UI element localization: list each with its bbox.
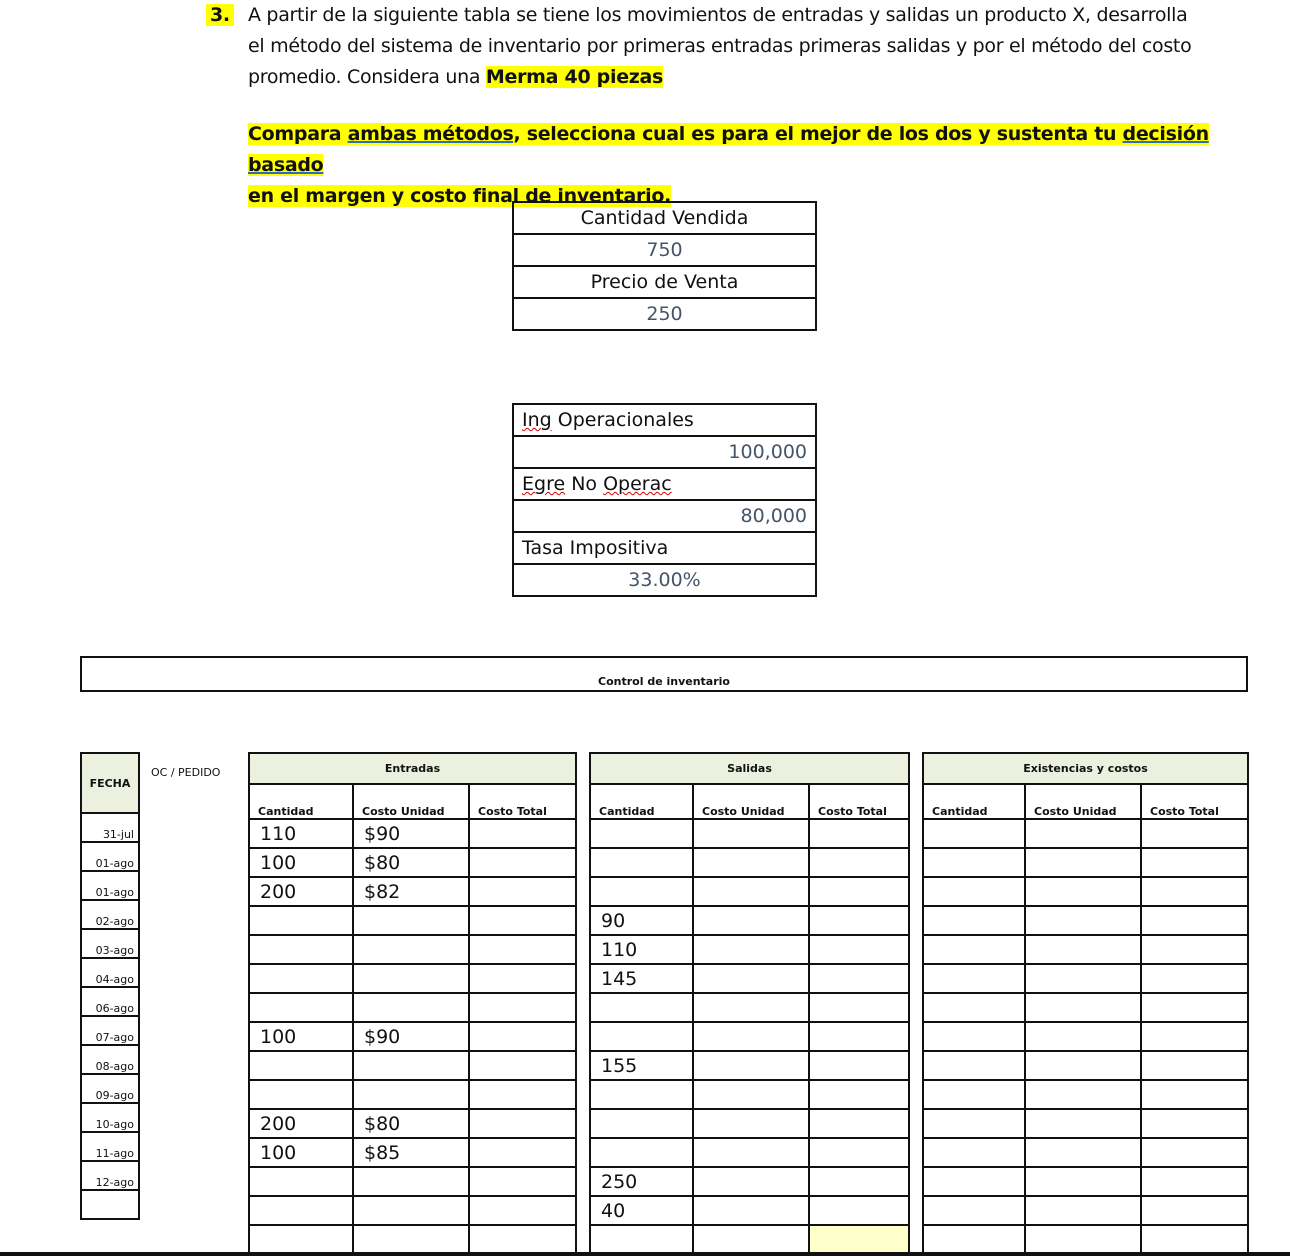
salidas-cell[interactable] <box>809 877 909 906</box>
qty-value: 750 <box>513 234 816 266</box>
table-row <box>923 1138 1248 1167</box>
entradas-cell[interactable] <box>353 1080 469 1109</box>
table-row <box>923 1080 1248 1109</box>
table-row <box>590 1225 909 1254</box>
entradas-cell[interactable] <box>249 1080 353 1109</box>
table-row <box>249 993 576 1022</box>
table-row <box>249 964 576 993</box>
instructions <box>248 119 1248 212</box>
tax-label: Tasa Impositiva <box>513 532 816 564</box>
price-label: Precio de Venta <box>513 266 816 298</box>
table-row <box>249 1167 576 1196</box>
salidas-col-header: Costo Total <box>809 784 909 819</box>
salidas-cell[interactable] <box>809 935 909 964</box>
entradas-table <box>248 752 577 1255</box>
table-row <box>590 1022 909 1051</box>
salidas-cell[interactable] <box>809 964 909 993</box>
salidas-cell[interactable] <box>809 906 909 935</box>
existencias-cell[interactable] <box>1025 1022 1141 1051</box>
salidas-table <box>589 752 910 1255</box>
existencias-cell[interactable] <box>1141 935 1248 964</box>
salidas-cell[interactable]: 155 <box>590 1051 693 1080</box>
entradas-cell[interactable]: $82 <box>353 877 469 906</box>
entradas-col-header: Costo Unidad <box>353 784 469 819</box>
table-row <box>590 935 909 964</box>
entradas-cell[interactable] <box>353 964 469 993</box>
salidas-cell[interactable] <box>590 819 693 848</box>
table-row <box>590 1109 909 1138</box>
fecha-cell: 09-ago <box>81 1074 139 1103</box>
fecha-column <box>80 752 140 1220</box>
existencias-cell[interactable] <box>1141 1109 1248 1138</box>
table-row <box>590 993 909 1022</box>
entradas-cell[interactable] <box>469 1051 576 1080</box>
salidas-cell[interactable] <box>693 1138 809 1167</box>
existencias-cell[interactable] <box>1025 848 1141 877</box>
existencias-col-header: Costo Unidad <box>1025 784 1141 819</box>
entradas-cell[interactable] <box>353 1167 469 1196</box>
existencias-cell[interactable] <box>1141 819 1248 848</box>
entradas-cell[interactable] <box>353 1051 469 1080</box>
entradas-cell[interactable]: 110 <box>249 819 353 848</box>
table-row <box>590 1080 909 1109</box>
entradas-cell[interactable] <box>469 1225 576 1254</box>
table-row <box>249 906 576 935</box>
entradas-cell[interactable]: 100 <box>249 848 353 877</box>
fecha-cell: 01-ago <box>81 871 139 900</box>
existencias-cell[interactable] <box>923 848 1025 877</box>
table-row <box>249 1225 576 1254</box>
table-row <box>923 906 1248 935</box>
question-line-1: A partir de la siguiente tabla se tiene los movimientos de entradas y salidas un producto X, desarrolla <box>248 4 1188 26</box>
table-row <box>590 848 909 877</box>
table-row <box>590 1196 909 1225</box>
existencias-cell[interactable] <box>1141 1138 1248 1167</box>
fecha-cell: 01-ago <box>81 842 139 871</box>
salidas-cell[interactable] <box>809 1022 909 1051</box>
entradas-cell[interactable]: $80 <box>353 848 469 877</box>
table-row <box>923 935 1248 964</box>
table-row <box>590 1051 909 1080</box>
entradas-cell[interactable] <box>353 935 469 964</box>
ing-value: 100,000 <box>513 436 816 468</box>
salidas-cell[interactable] <box>693 1167 809 1196</box>
salidas-cell[interactable] <box>809 1109 909 1138</box>
table-row <box>590 877 909 906</box>
question-line-3: promedio. Considera una Merma 40 piezas <box>248 66 664 88</box>
salidas-cell[interactable] <box>693 964 809 993</box>
salidas-cell[interactable] <box>693 877 809 906</box>
entradas-cell[interactable] <box>469 848 576 877</box>
existencias-cell[interactable] <box>923 877 1025 906</box>
fecha-cell: 04-ago <box>81 958 139 987</box>
entradas-cell[interactable] <box>469 1167 576 1196</box>
table-row <box>923 1051 1248 1080</box>
salidas-cell[interactable]: 110 <box>590 935 693 964</box>
qty-label: Cantidad Vendida <box>513 202 816 234</box>
fecha-header: FECHA <box>81 753 139 813</box>
salidas-cell[interactable]: 250 <box>590 1167 693 1196</box>
existencias-cell[interactable] <box>923 1080 1025 1109</box>
fecha-cell: 11-ago <box>81 1132 139 1161</box>
existencias-cell[interactable] <box>923 935 1025 964</box>
existencias-cell[interactable] <box>923 1022 1025 1051</box>
entradas-cell[interactable] <box>469 993 576 1022</box>
existencias-cell[interactable] <box>1025 1109 1141 1138</box>
entradas-cell[interactable] <box>353 993 469 1022</box>
table-row <box>923 993 1248 1022</box>
existencias-cell[interactable] <box>923 1109 1025 1138</box>
entradas-cell[interactable]: 200 <box>249 1109 353 1138</box>
table-row <box>590 1167 909 1196</box>
entradas-cell[interactable] <box>469 1138 576 1167</box>
existencias-cell[interactable] <box>1141 993 1248 1022</box>
table-row <box>249 819 576 848</box>
instruction-line-1: Compara ambas métodos, selecciona cual es para el mejor de los dos y sustenta tu decisión basado <box>248 123 1209 176</box>
table-row <box>590 964 909 993</box>
salidas-cell[interactable]: 40 <box>590 1196 693 1225</box>
existencias-cell[interactable] <box>1025 819 1141 848</box>
salidas-cell[interactable]: 90 <box>590 906 693 935</box>
salidas-cell[interactable] <box>809 848 909 877</box>
fecha-cell: 02-ago <box>81 900 139 929</box>
page-bottom-rule <box>0 1252 1290 1256</box>
salidas-cell[interactable] <box>693 906 809 935</box>
existencias-cell[interactable] <box>923 1051 1025 1080</box>
salidas-cell[interactable] <box>809 1080 909 1109</box>
fecha-cell: 07-ago <box>81 1016 139 1045</box>
salidas-cell[interactable] <box>693 1196 809 1225</box>
entradas-cell[interactable] <box>469 1080 576 1109</box>
existencias-cell[interactable] <box>1025 1167 1141 1196</box>
table-row <box>923 1225 1248 1254</box>
entradas-cell[interactable] <box>249 906 353 935</box>
table-row <box>590 906 909 935</box>
table-row <box>923 819 1248 848</box>
existencias-cell[interactable] <box>1141 1080 1248 1109</box>
existencias-cell[interactable] <box>1141 1225 1248 1254</box>
existencias-cell[interactable] <box>923 964 1025 993</box>
salidas-cell[interactable] <box>590 1225 693 1254</box>
entradas-cell[interactable]: $85 <box>353 1138 469 1167</box>
existencias-cell[interactable] <box>1141 848 1248 877</box>
sales-table <box>512 201 817 331</box>
entradas-cell[interactable] <box>249 1167 353 1196</box>
salidas-cell[interactable] <box>693 1109 809 1138</box>
table-row <box>249 1196 576 1225</box>
fecha-cell: 06-ago <box>81 987 139 1016</box>
salidas-cell[interactable]: 145 <box>590 964 693 993</box>
price-value: 250 <box>513 298 816 330</box>
entradas-cell[interactable] <box>469 964 576 993</box>
existencias-cell[interactable] <box>1025 993 1141 1022</box>
existencias-cell[interactable] <box>1141 1196 1248 1225</box>
existencias-table <box>922 752 1249 1255</box>
salidas-cell[interactable] <box>693 848 809 877</box>
salidas-cell[interactable] <box>809 1138 909 1167</box>
salidas-cell[interactable] <box>693 993 809 1022</box>
entradas-cell[interactable]: $90 <box>353 819 469 848</box>
salidas-cell[interactable] <box>590 877 693 906</box>
salidas-cell[interactable] <box>809 1051 909 1080</box>
table-row <box>590 1138 909 1167</box>
salidas-title: Salidas <box>590 753 909 784</box>
existencias-cell[interactable] <box>1141 964 1248 993</box>
salidas-cell[interactable] <box>809 993 909 1022</box>
entradas-cell[interactable] <box>353 1225 469 1254</box>
table-row <box>249 1022 576 1051</box>
table-row <box>923 877 1248 906</box>
existencias-cell[interactable] <box>1141 877 1248 906</box>
existencias-cell[interactable] <box>923 819 1025 848</box>
entradas-cell[interactable] <box>353 1196 469 1225</box>
tax-value: 33.00% <box>513 564 816 596</box>
ing-label: Ing Operacionales <box>513 404 816 436</box>
table-row <box>249 1109 576 1138</box>
entradas-cell[interactable] <box>469 819 576 848</box>
merma-highlight: Merma 40 piezas <box>485 66 664 88</box>
salidas-cell[interactable] <box>693 819 809 848</box>
table-row <box>923 964 1248 993</box>
table-row <box>249 848 576 877</box>
existencias-title: Existencias y costos <box>923 753 1248 784</box>
salidas-cell[interactable] <box>590 1109 693 1138</box>
salidas-cell[interactable] <box>809 1167 909 1196</box>
table-row <box>249 1138 576 1167</box>
salidas-cell[interactable] <box>809 819 909 848</box>
entradas-cell[interactable] <box>469 1109 576 1138</box>
entradas-cell[interactable] <box>469 1196 576 1225</box>
question-text <box>248 0 1248 93</box>
entradas-cell[interactable]: 100 <box>249 1138 353 1167</box>
table-row <box>249 935 576 964</box>
existencias-cell[interactable] <box>923 1138 1025 1167</box>
table-row <box>249 877 576 906</box>
fecha-cell: 12-ago <box>81 1161 139 1190</box>
existencias-cell[interactable] <box>1025 964 1141 993</box>
table-row <box>249 1051 576 1080</box>
salidas-cell[interactable] <box>809 1196 909 1225</box>
table-row <box>923 848 1248 877</box>
entradas-cell[interactable] <box>469 935 576 964</box>
entradas-cell[interactable]: $90 <box>353 1022 469 1051</box>
entradas-cell[interactable]: 100 <box>249 1022 353 1051</box>
table-row <box>923 1022 1248 1051</box>
salidas-cell[interactable] <box>693 1080 809 1109</box>
entradas-cell[interactable]: 200 <box>249 877 353 906</box>
existencias-cell[interactable] <box>1025 1080 1141 1109</box>
entradas-cell[interactable] <box>353 906 469 935</box>
existencias-cell[interactable] <box>1141 1051 1248 1080</box>
entradas-cell[interactable] <box>469 906 576 935</box>
salidas-cell[interactable] <box>693 1022 809 1051</box>
egr-value: 80,000 <box>513 500 816 532</box>
egr-label: Egre No Operac <box>513 468 816 500</box>
fecha-cell: 08-ago <box>81 1045 139 1074</box>
entradas-title: Entradas <box>249 753 576 784</box>
entradas-cell[interactable] <box>469 1022 576 1051</box>
fecha-cell: 10-ago <box>81 1103 139 1132</box>
fecha-cell <box>81 1190 139 1219</box>
table-row <box>590 819 909 848</box>
existencias-cell[interactable] <box>1025 906 1141 935</box>
existencias-cell[interactable] <box>1141 1022 1248 1051</box>
entradas-cell[interactable] <box>249 1051 353 1080</box>
entradas-col-header: Cantidad <box>249 784 353 819</box>
entradas-cell[interactable] <box>249 993 353 1022</box>
existencias-cell[interactable] <box>1025 877 1141 906</box>
salidas-cell[interactable] <box>590 1022 693 1051</box>
existencias-cell[interactable] <box>1025 1225 1141 1254</box>
existencias-cell[interactable] <box>923 1225 1025 1254</box>
existencias-col-header: Cantidad <box>923 784 1025 819</box>
salidas-cell[interactable] <box>590 1080 693 1109</box>
existencias-cell[interactable] <box>1025 935 1141 964</box>
entradas-cell[interactable] <box>469 877 576 906</box>
existencias-cell[interactable] <box>1141 906 1248 935</box>
existencias-cell[interactable] <box>1141 1167 1248 1196</box>
salidas-col-header: Cantidad <box>590 784 693 819</box>
salidas-cell[interactable] <box>590 993 693 1022</box>
table-row <box>923 1109 1248 1138</box>
control-title: Control de inventario <box>80 656 1248 692</box>
fecha-cell: 03-ago <box>81 929 139 958</box>
existencias-cell[interactable] <box>923 993 1025 1022</box>
salidas-cell[interactable] <box>693 1051 809 1080</box>
operations-table <box>512 403 817 597</box>
existencias-col-header: Costo Total <box>1141 784 1248 819</box>
table-row <box>923 1167 1248 1196</box>
existencias-cell[interactable] <box>923 1196 1025 1225</box>
entradas-cell[interactable] <box>249 935 353 964</box>
salidas-cell[interactable] <box>693 1225 809 1254</box>
entradas-col-header: Costo Total <box>469 784 576 819</box>
existencias-cell[interactable] <box>1025 1051 1141 1080</box>
table-row <box>923 1196 1248 1225</box>
salidas-cell[interactable] <box>809 1225 909 1254</box>
entradas-cell[interactable]: $80 <box>353 1109 469 1138</box>
salidas-col-header: Costo Unidad <box>693 784 809 819</box>
question-number: 3. <box>206 0 234 31</box>
fecha-cell: 31-jul <box>81 813 139 842</box>
existencias-cell[interactable] <box>923 1167 1025 1196</box>
entradas-cell[interactable] <box>249 964 353 993</box>
existencias-cell[interactable] <box>923 906 1025 935</box>
oc-pedido-header: OC / PEDIDO <box>151 766 221 779</box>
question-line-2: el método del sistema de inventario por primeras entradas primeras salidas y por el método del costo <box>248 35 1192 57</box>
existencias-cell[interactable] <box>1025 1196 1141 1225</box>
entradas-cell[interactable] <box>249 1196 353 1225</box>
existencias-cell[interactable] <box>1025 1138 1141 1167</box>
table-row <box>249 1080 576 1109</box>
instruction-line-2: en el margen y costo final de inventario. <box>248 185 671 207</box>
salidas-cell[interactable] <box>590 1138 693 1167</box>
salidas-cell[interactable] <box>693 935 809 964</box>
salidas-cell[interactable] <box>590 848 693 877</box>
entradas-cell[interactable] <box>249 1225 353 1254</box>
